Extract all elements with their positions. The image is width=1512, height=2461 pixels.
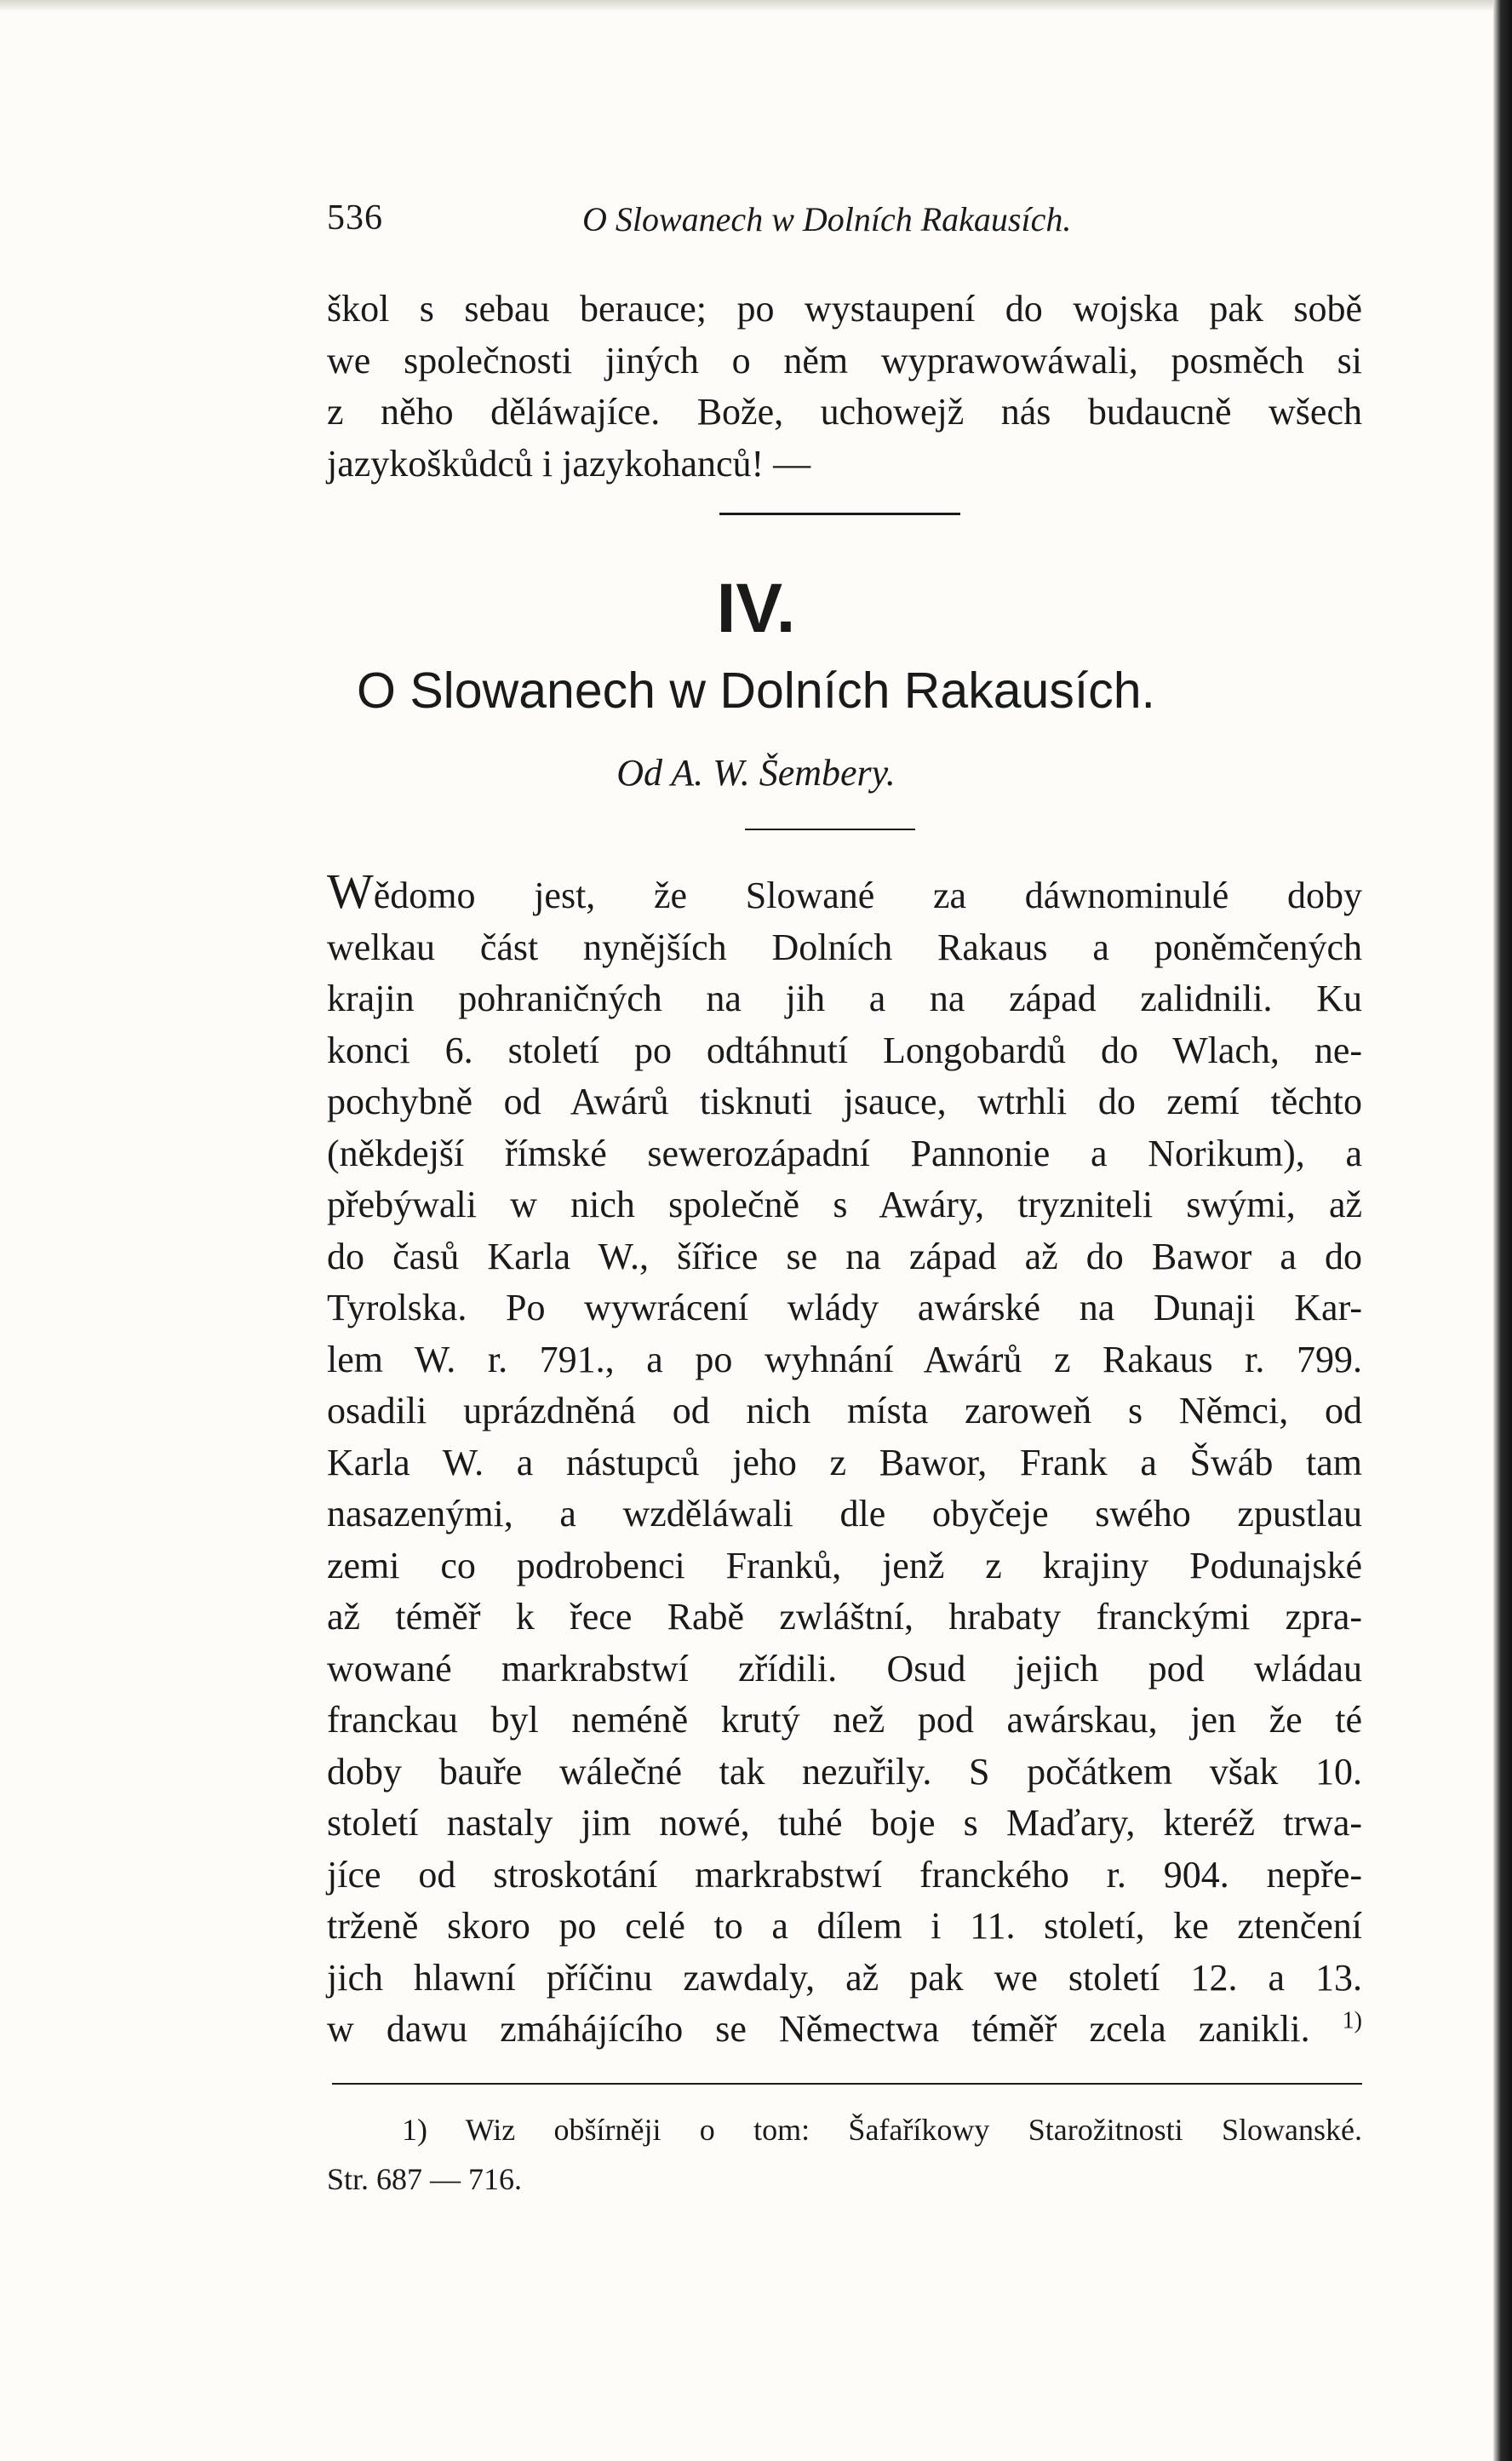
text-line: nasazenými, a wzděláwali dle obyčeje swého zpustlau — [327, 1493, 1362, 1535]
text-line: škol s sebau berauce; po wystaupení do wojska pak sobě — [327, 288, 1362, 330]
text-line: Karla W. a nástupců jeho z Bawor, Frank a Šwáb tam — [327, 1441, 1362, 1483]
text-line: jíce od stroskotání markrabstwí franckého r. 904. nepře- — [327, 1853, 1362, 1896]
author-byline: Od A. W. Šembery. — [616, 752, 896, 794]
scan-edge-top — [0, 0, 1512, 12]
scan-edge-right — [1493, 0, 1512, 2461]
continuation-paragraph — [327, 284, 1362, 490]
footnote-marker: 1) — [1342, 2007, 1362, 2034]
footnote-line: Str. 687 — 716. — [327, 2162, 523, 2196]
text-line-last-content: w dawu zmáhájícího se Němectwa téměř zcela zanikli. — [327, 2008, 1310, 2050]
text-line-first — [327, 863, 1362, 922]
text-line: (někdejší římské sewerozápadní Pannonie a Norikum), a — [327, 1132, 1362, 1174]
text-line: přebýwali w nich společně s Awáry, tryzniteli swými, až — [327, 1184, 1362, 1225]
page-number: 536 — [327, 198, 383, 238]
text-line: do časů Karla W., šířice se na západ až do Bawor a do — [327, 1235, 1362, 1277]
text-line: welkau část nynějších Dolních Rakaus a poněmčených — [327, 926, 1362, 968]
footnote-line: 1) Wiz obšírněji o tom: Šafaříkowy Starožitnosti Slowanské. — [402, 2113, 1362, 2147]
text-line-first-rest: ědomo jest, že Slowané za dáwnominulé doby — [373, 875, 1362, 916]
footnote-divider — [332, 2083, 1362, 2085]
text-line: franckau byl neméně krutý než pod awárskau, jen že té — [327, 1699, 1362, 1741]
main-paragraph — [327, 863, 1362, 2056]
text-line: we společnosti jiných o něm wyprawowáwali, posměch si — [327, 339, 1362, 381]
section-number: IV. — [716, 570, 796, 647]
initial-letter: W — [327, 863, 374, 919]
text-line-last — [327, 2004, 1362, 2056]
text-line: trženě skoro po celé to a dílem i 11. století, ke ztenčení — [327, 1905, 1362, 1947]
title-divider — [745, 829, 915, 830]
text-line: zemi co podrobenci Franků, jenž z krajiny Podunajské — [327, 1544, 1362, 1586]
text-line: wowané markrabstwí zřídili. Osud jejich pod wládau — [327, 1647, 1362, 1689]
text-line: krajin pohraničných na jih a na západ zalidnili. Ku — [327, 978, 1362, 1019]
text-line: lem W. r. 791., a po wyhnání Awárů z Rakaus r. 799. — [327, 1338, 1362, 1380]
section-divider — [719, 513, 960, 515]
chapter-title: O Slowanech w Dolních Rakausích. — [357, 663, 1155, 719]
footnote — [327, 2105, 1362, 2204]
text-line: století nastaly jim nowé, tuhé boje s Maďary, kteréž trwa- — [327, 1802, 1362, 1844]
text-line: konci 6. století po odtáhnutí Longobardů do Wlach, ne- — [327, 1029, 1362, 1071]
text-line: až téměř k řece Rabě zwláštní, hrabaty franckými zpra- — [327, 1596, 1362, 1638]
text-line: pochybně od Awárů tisknuti jsauce, wtrhli do zemí těchto — [327, 1081, 1362, 1122]
text-line: jich hlawní příčinu zawdaly, až pak we století 12. a 13. — [327, 1956, 1362, 1999]
running-head — [327, 198, 1383, 249]
text-line: jazykoškůdců i jazykohanců! — — [327, 442, 811, 485]
text-line: Tyrolska. Po wywrácení wlády awárské na Dunaji Kar- — [327, 1287, 1362, 1328]
text-line: z něho děláwajíce. Bože, uchowejž nás budaucně wšech — [327, 391, 1362, 433]
text-line: doby bauře wálečné tak nezuřily. S počátkem však 10. — [327, 1750, 1362, 1793]
text-line: osadili uprázdněná od nich místa zaroweň s Němci, od — [327, 1390, 1362, 1431]
running-title: O Slowanech w Dolních Rakausích. — [582, 200, 1072, 238]
